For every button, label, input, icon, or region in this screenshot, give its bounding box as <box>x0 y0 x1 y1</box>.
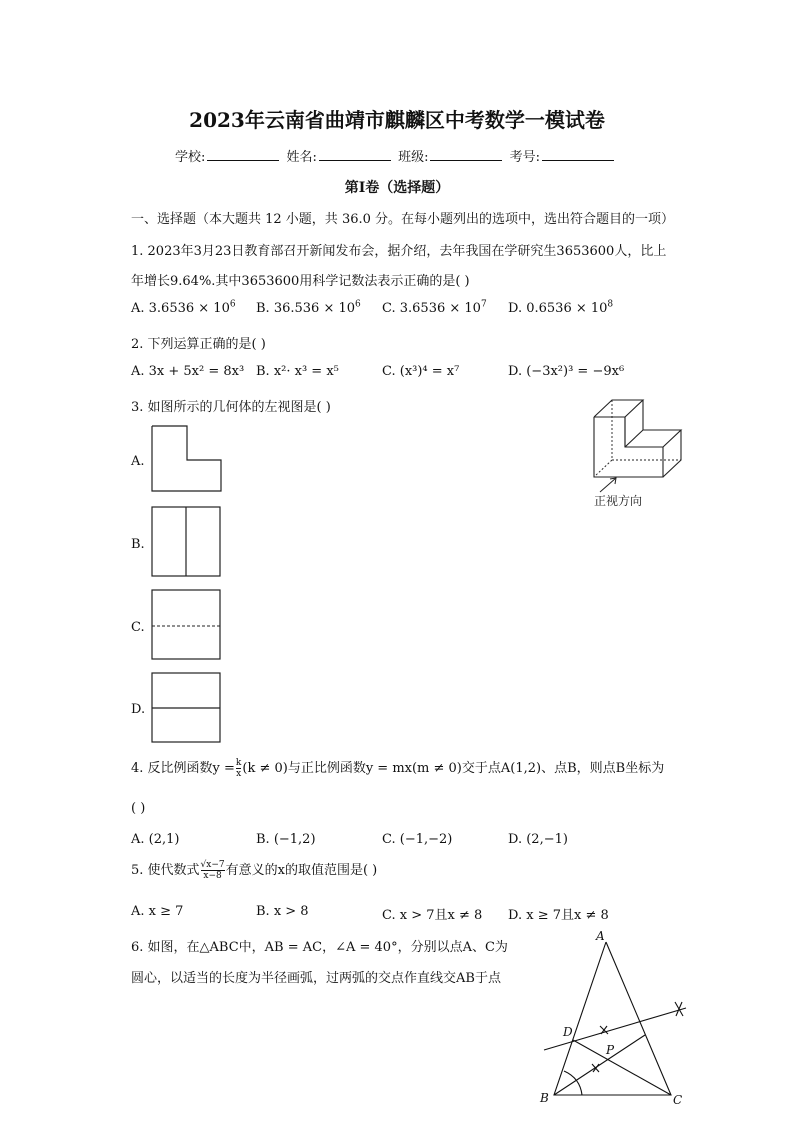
exam-number-label: 考号: <box>509 150 540 165</box>
q1-option-c-exp: 7 <box>480 299 487 310</box>
q3-option-d-label: D. <box>131 702 146 717</box>
q6-line2: 圆心，以适当的长度为半径画弧，过两弧的交点作直线交AB于点 <box>131 971 501 986</box>
q5-stem-end: 有意义的x的取值范围是( ) <box>225 863 378 878</box>
part-title: 第Ⅰ卷（选择题） <box>344 180 450 196</box>
q3-option-a-label: A. <box>131 454 145 469</box>
q3-option-b-label: B. <box>131 537 145 552</box>
q1-line2: 年增长9.64%.其中3653600用科学记数法表示正确的是( ) <box>131 274 470 289</box>
q3-option-c-label: C. <box>131 620 145 635</box>
school-blank <box>207 148 279 161</box>
student-info-line <box>175 146 617 165</box>
school-label: 学校: <box>175 150 206 165</box>
q5-option-d: D. x ≥ 7且x ≠ 8 <box>508 908 609 923</box>
q5-stem-start: 5. 使代数式 <box>131 863 200 878</box>
q1-line1: 1. 2023年3月23日教育部召开新闻发布会，据介绍，去年我国在学研究生3653600人，比上 <box>131 244 667 259</box>
class-label: 班级: <box>398 150 429 165</box>
q3-option-d-figure <box>151 672 223 744</box>
q1-option-d-text: D. 0.6536 × 10 <box>508 301 608 316</box>
q6-point-p: P <box>606 1043 615 1057</box>
q5-option-b: B. x > 8 <box>256 904 309 919</box>
class-blank <box>430 148 502 161</box>
q5-fraction-den: x−8 <box>203 871 222 881</box>
q6-vertex-b: B <box>540 1091 549 1105</box>
q2-option-d: D. (−3x²)³ = −9x⁶ <box>508 364 625 379</box>
name-blank <box>319 148 391 161</box>
q4-fraction-den: x <box>236 769 242 779</box>
q1-option-b-exp: 6 <box>355 299 361 310</box>
q1-option-b-text: B. 36.536 × 10 <box>256 301 356 316</box>
q4-fraction <box>236 758 241 779</box>
q1-option-a-exp: 6 <box>229 299 236 310</box>
section-heading: 一、选择题（本大题共 12 小题，共 36.0 分。在每小题列出的选项中，选出符合题目的一项） <box>131 212 675 227</box>
q1-option-c <box>382 301 487 316</box>
q2-option-c: C. (x³)⁴ = x⁷ <box>382 364 460 379</box>
q2-stem: 2. 下列运算正确的是( ) <box>131 337 266 352</box>
q5-option-c: C. x > 7且x ≠ 8 <box>382 908 483 923</box>
page-title: 2023年云南省曲靖市麒麟区中考数学一模试卷 <box>189 108 605 132</box>
q3-figure-label: 正视方向 <box>594 494 643 508</box>
q3-option-a-figure <box>151 424 223 494</box>
q3-stem: 3. 如图所示的几何体的左视图是( ) <box>131 400 331 415</box>
q3-option-b-figure <box>151 506 223 578</box>
q6-line1: 6. 如图，在△ABC中，AB = AC，∠A = 40°，分别以点A、C为 <box>131 940 508 955</box>
q1-option-a <box>131 301 236 316</box>
q4-option-b: B. (−1,2) <box>256 832 316 847</box>
q1-option-d <box>508 301 613 316</box>
name-label: 姓名: <box>286 150 317 165</box>
q4-option-a: A. (2,1) <box>131 832 180 847</box>
exam-number-blank <box>542 148 614 161</box>
q6-vertex-c: C <box>673 1093 683 1107</box>
q5-fraction-num: √x−7 <box>200 860 225 870</box>
q3-solid-figure <box>586 392 696 512</box>
q4-fraction-num: k <box>235 758 242 768</box>
q2-option-a: A. 3x + 5x² = 8x³ <box>131 364 245 379</box>
q5-option-a: A. x ≥ 7 <box>131 904 184 919</box>
q4-line1 <box>131 758 664 779</box>
q1-option-d-exp: 8 <box>607 299 614 310</box>
q1-option-c-text: C. 3.6536 × 10 <box>382 301 481 316</box>
q5-fraction <box>201 860 225 881</box>
q1-option-a-text: A. 3.6536 × 10 <box>131 301 230 316</box>
q6-vertex-a: A <box>596 930 605 943</box>
q5-stem <box>131 860 377 881</box>
q4-line1-end: (k ≠ 0)与正比例函数y = mx(m ≠ 0)交于点A(1,2)、点B，则点B坐标为 <box>242 761 665 776</box>
q4-option-d: D. (2,−1) <box>508 832 568 847</box>
q1-option-b <box>256 301 361 316</box>
q4-line1-start: 4. 反比例函数y = <box>131 761 235 776</box>
q6-triangle-figure <box>536 930 696 1108</box>
q2-option-b: B. x²· x³ = x⁵ <box>256 364 339 379</box>
q6-point-d: D <box>563 1025 573 1039</box>
q4-option-c: C. (−1,−2) <box>382 832 453 847</box>
q4-line2: ( ) <box>131 801 146 816</box>
q3-option-c-figure <box>151 589 223 661</box>
